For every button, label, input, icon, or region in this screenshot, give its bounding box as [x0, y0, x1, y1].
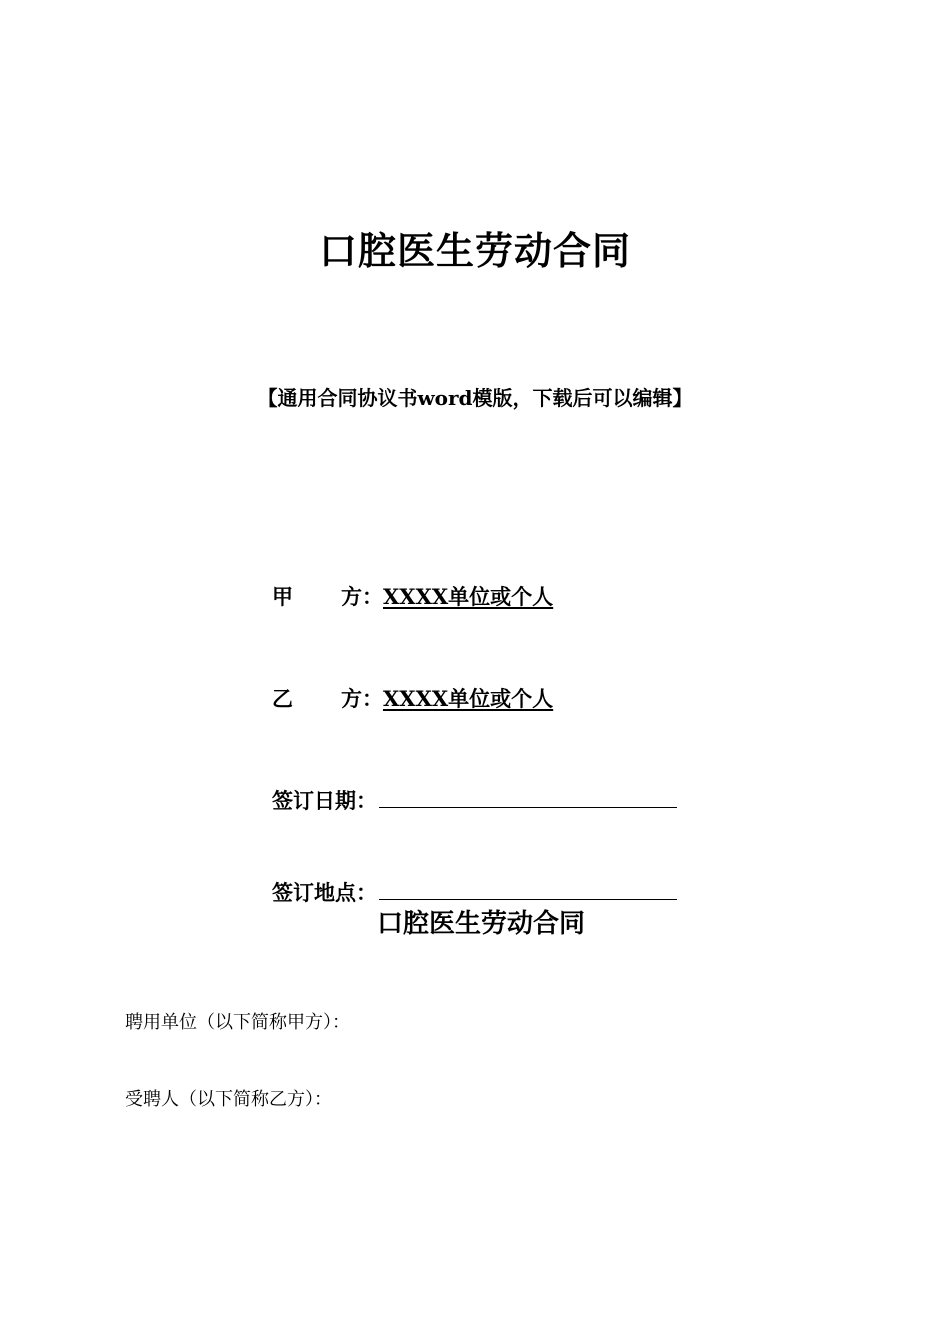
sign-date-label: 签订日期： [272, 788, 377, 813]
sign-date-row [272, 785, 677, 815]
party-b-row [272, 683, 553, 713]
party-b-value[interactable]: XXXX单位或个人 [383, 686, 554, 711]
cover-subtitle: 【通用合同协议书word模版，下载后可以编辑】 [257, 386, 693, 410]
sign-date-blank[interactable] [379, 789, 677, 808]
party-a-row [272, 581, 553, 611]
party-a-label-first: 甲 [272, 584, 293, 609]
cover-title: 口腔医生劳动合同 [318, 229, 631, 273]
sign-place-label: 签订地点： [272, 880, 377, 905]
employee-line: 受聘人（以下简称乙方）： [125, 1089, 332, 1110]
sign-place-blank[interactable] [379, 881, 677, 900]
body-title: 口腔医生劳动合同 [376, 909, 585, 939]
party-b-label-last: 方： [341, 686, 383, 711]
party-b-label-first: 乙 [272, 686, 293, 711]
party-a-value[interactable]: XXXX单位或个人 [383, 584, 554, 609]
employer-line: 聘用单位（以下简称甲方）： [125, 1012, 350, 1033]
party-a-label-last: 方： [341, 584, 383, 609]
